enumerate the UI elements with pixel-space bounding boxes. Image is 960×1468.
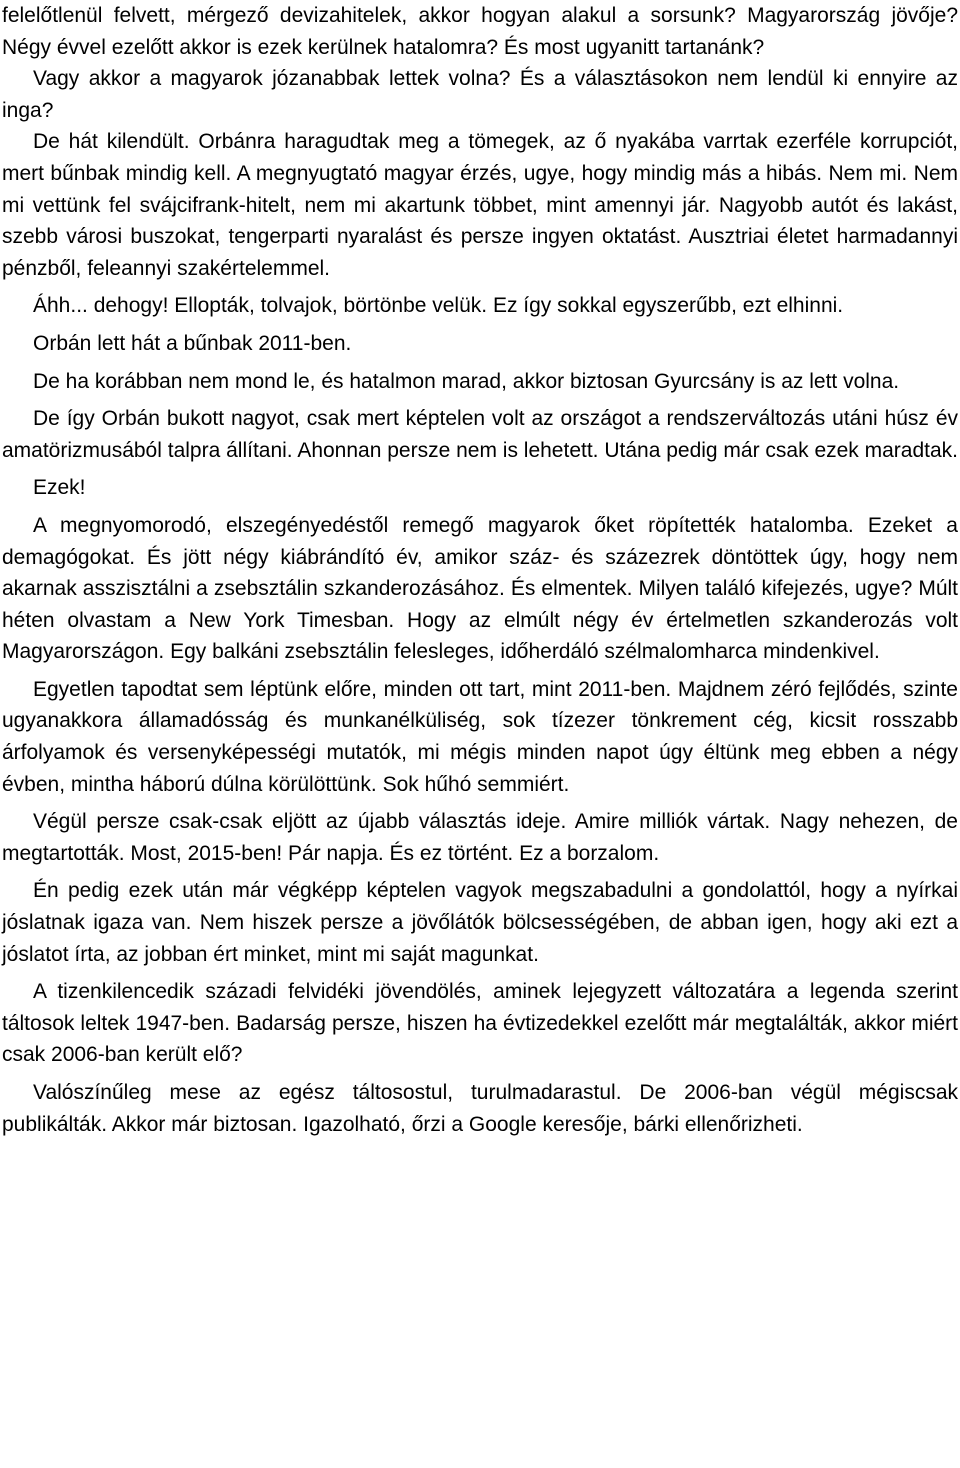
paragraph: A megnyomorodó, elszegényedéstől remegő magyarok őket röpítették hatalomba. Ezeket a demagógokat. És jött négy kiábrándító év, amikor száz- és százezrek döntöttek úgy, hogy nem akarnak asszisztálni a zsebsztálin szkanderozásához. És elmentek. Milyen találó kifejezés, ugye? Múlt héten olvastam a New York Timesban. Hogy az elmúlt négy év értelmetlen szkanderozás volt Magyarországon. Egy balkáni zsebsztálin felesleges, időherdáló szélmalomharca mindenkivel. <box>2 513 958 664</box>
paragraph: De így Orbán bukott nagyot, csak mert képtelen volt az országot a rendszerváltozás utáni húsz év amatörizmusából talpra állítani. Ahonnan persze nem is lehetett. Utána pedig már csak ezek maradtak. <box>2 407 959 462</box>
paragraph: Vagy akkor a magyarok józanabbak lettek volna? És a választásokon nem lendül ki ennyire az inga? <box>2 67 958 122</box>
paragraph: De hát kilendült. Orbánra haragudtak meg a tömegek, az ő nyakába varrtak ezerféle korrupciót, mert bűnbak mindig kell. A megnyugtató magyar érzés, ugye, hogy mindig más a hibás. Nem mi. Nem mi vettünk fel svájcifrank-hitelt, nem mi akartunk többet, mint amennyi jár. Nagyobb autót és lakást, szebb városi buszokat, tengerparti nyaralást és persze ingyen oktatást. Ausztriai életet harmadannyi pénzből, feleannyi szakértelemmel. <box>2 130 958 280</box>
paragraph: Én pedig ezek után már végképp képtelen vagyok megszabadulni a gondolattól, hogy a nyírkai jóslatnak igaza van. Nem hiszek persze a jövőlátók bölcsességében, de abban igen, hogy aki ezt a jóslatot írta, az jobban ért minket, mint mi saját magunkat. <box>2 879 958 966</box>
paragraph: Áhh... dehogy! Ellopták, tolvajok, börtönbe velük. Ez így sokkal egyszerűbb, ezt elhinni. <box>33 294 844 318</box>
paragraph: Végül persze csak-csak eljött az újabb választás ideje. Amire milliók vártak. Nagy nehezen, de megtartották. Most, 2015-ben! Pár napja. És ez történt. Ez a borzalom. <box>2 810 958 865</box>
paragraph: Valószínűleg mese az egész táltosostul, turulmadarastul. De 2006-ban végül mégiscsak publikálták. Akkor már biztosan. Igazolható, őrzi a Google keresője, bárki ellenőrizheti. <box>2 1081 958 1136</box>
paragraph: Orbán lett hát a bűnbak 2011-ben. <box>33 331 352 355</box>
document-page <box>2 0 958 1140</box>
paragraph: Egyetlen tapodtat sem léptünk előre, minden ott tart, mint 2011-ben. Majdnem zéró fejlődés, szinte ugyanakkora államadósság és munkanélküliség, sok tízezer tönkrement cég, kicsit rosszabb árfolyamok és versenyképességi mutatók, mi mégis minden napot úgy éltünk meg ebben a négy évben, mintha háború dúlna körülöttünk. Sok hűhó semmiért. <box>2 677 958 796</box>
paragraph: Ezek! <box>33 476 86 500</box>
paragraph: De ha korábban nem mond le, és hatalmon marad, akkor biztosan Gyurcsány is az lett volna. <box>33 369 900 393</box>
paragraph: A tizenkilencedik századi felvidéki jövendölés, aminek lejegyzett változatára a legenda szerint táltosok leltek 1947-ben. Badarság persze, hiszen ha évtizedekkel ezelőtt már megtalálták, akkor miért csak 2006-ban került elő? <box>2 980 958 1067</box>
paragraph: felelőtlenül felvett, mérgező devizahitelek, akkor hogyan alakul a sorsunk? Magyarország jövője? Négy évvel ezelőtt akkor is ezek kerülnek hatalomra? És most ugyanitt tartanánk? <box>2 4 958 59</box>
